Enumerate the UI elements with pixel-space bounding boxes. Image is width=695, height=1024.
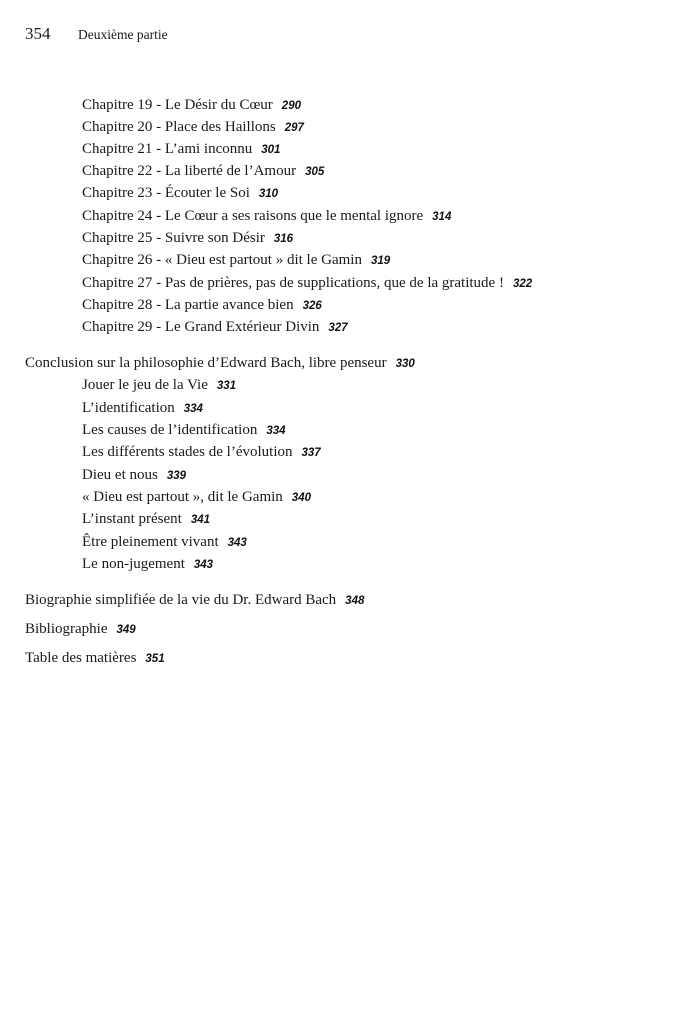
- toc-entry-page: 337: [301, 447, 321, 459]
- toc-entry-page: 290: [281, 100, 301, 112]
- toc-entry-title: Chapitre 22 - La liberté de l’Amour: [82, 163, 297, 179]
- toc-entry-page: 343: [227, 537, 247, 549]
- toc-entry-title: Biographie simplifiée de la vie du Dr. Edward Bach: [25, 592, 337, 608]
- toc-entry-title: Chapitre 29 - Le Grand Extérieur Divin: [82, 319, 320, 335]
- toc-subentry: [82, 555, 213, 574]
- toc-subentry: [82, 510, 210, 529]
- section-title: Deuxième partie: [78, 27, 168, 42]
- toc-entry-title: Chapitre 28 - La partie avance bien: [82, 297, 294, 313]
- toc-entry-page: 310: [258, 188, 279, 200]
- toc-entry-title: Les causes de l’identification: [82, 422, 258, 438]
- toc-entry-title: L’instant présent: [82, 511, 182, 527]
- toc-entry-chapter-27: [82, 274, 532, 293]
- toc-entry-page: 331: [216, 380, 237, 392]
- toc-entry-page: 316: [273, 233, 294, 245]
- toc-entry-table-of-contents: [25, 649, 165, 668]
- toc-entry-chapter-25: [82, 229, 293, 248]
- toc-entry-title: Chapitre 23 - Écouter le Soi: [82, 185, 250, 201]
- toc-entry-biography: [25, 591, 364, 610]
- toc-entry-page: 314: [432, 211, 452, 223]
- toc-entry-page: 322: [512, 278, 533, 290]
- toc-entry-conclusion: [25, 354, 415, 373]
- toc-entry-chapter-29: [82, 318, 348, 337]
- toc-entry-title: Chapitre 25 - Suivre son Désir: [82, 230, 265, 246]
- toc-entry-chapter-20: [82, 118, 304, 137]
- toc-entry-page: 297: [284, 122, 304, 134]
- toc-entry-title: Jouer le jeu de la Vie: [82, 377, 208, 393]
- running-head: [25, 24, 168, 44]
- toc-entry-page: 327: [328, 322, 348, 334]
- toc-entry-title: Bibliographie: [25, 621, 108, 637]
- toc-entry-page: 334: [183, 403, 203, 415]
- toc-entry-chapter-26: [82, 251, 390, 270]
- toc-entry-page: 301: [261, 144, 281, 156]
- toc-subentry: [82, 421, 286, 440]
- toc-subentry: [82, 376, 236, 395]
- toc-entry-page: 348: [345, 595, 365, 607]
- toc-entry-title: Chapitre 27 - Pas de prières, pas de supplications, que de la gratitude !: [82, 275, 504, 291]
- toc-entry-chapter-23: [82, 184, 278, 203]
- toc-entry-title: Table des matières: [25, 650, 137, 666]
- toc-entry-chapter-19: [82, 96, 301, 115]
- toc-entry-chapter-28: [82, 296, 322, 315]
- toc-entry-page: 351: [145, 653, 165, 665]
- toc-entry-page: 326: [302, 300, 322, 312]
- toc-entry-page: 340: [291, 492, 311, 504]
- toc-entry-title: « Dieu est partout », dit le Gamin: [82, 489, 283, 505]
- toc-entry-title: Chapitre 21 - L’ami inconnu: [82, 141, 253, 157]
- toc-subentry: [82, 533, 247, 552]
- toc-entry-page: 330: [395, 358, 415, 370]
- toc-subentry: [82, 443, 321, 462]
- toc-entry-title: L’identification: [82, 400, 175, 416]
- toc-entry-page: 305: [305, 166, 325, 178]
- toc-entry-page: 349: [116, 624, 136, 636]
- toc-entry-bibliography: [25, 620, 136, 639]
- toc-entry-title: Chapitre 26 - « Dieu est partout » dit le Gamin: [82, 252, 362, 268]
- toc-subentry: [82, 399, 203, 418]
- toc-entry-page: 334: [266, 425, 286, 437]
- toc-entry-title: Conclusion sur la philosophie d’Edward Bach, libre penseur: [25, 355, 387, 371]
- toc-entry-title: Dieu et nous: [82, 467, 158, 483]
- toc-entry-chapter-21: [82, 140, 280, 159]
- toc-subentry: [82, 466, 186, 485]
- toc-entry-title: Les différents stades de l’évolution: [82, 444, 293, 460]
- toc-entry-page: 343: [193, 559, 214, 571]
- toc-entry-chapter-24: [82, 207, 451, 226]
- toc-subentry: [82, 488, 311, 507]
- toc-entry-page: 339: [166, 470, 187, 482]
- toc-entry-title: Chapitre 19 - Le Désir du Cœur: [82, 97, 273, 113]
- toc-entry-title: Le non-jugement: [82, 556, 185, 572]
- page-number: 354: [25, 24, 51, 43]
- toc-entry-title: Chapitre 24 - Le Cœur a ses raisons que le mental ignore: [82, 208, 424, 224]
- toc-entry-title: Chapitre 20 - Place des Haillons: [82, 119, 276, 135]
- toc-entry-chapter-22: [82, 162, 324, 181]
- toc-entry-page: 341: [190, 514, 211, 526]
- toc-entry-page: 319: [370, 255, 391, 267]
- toc-entry-title: Être pleinement vivant: [82, 534, 219, 550]
